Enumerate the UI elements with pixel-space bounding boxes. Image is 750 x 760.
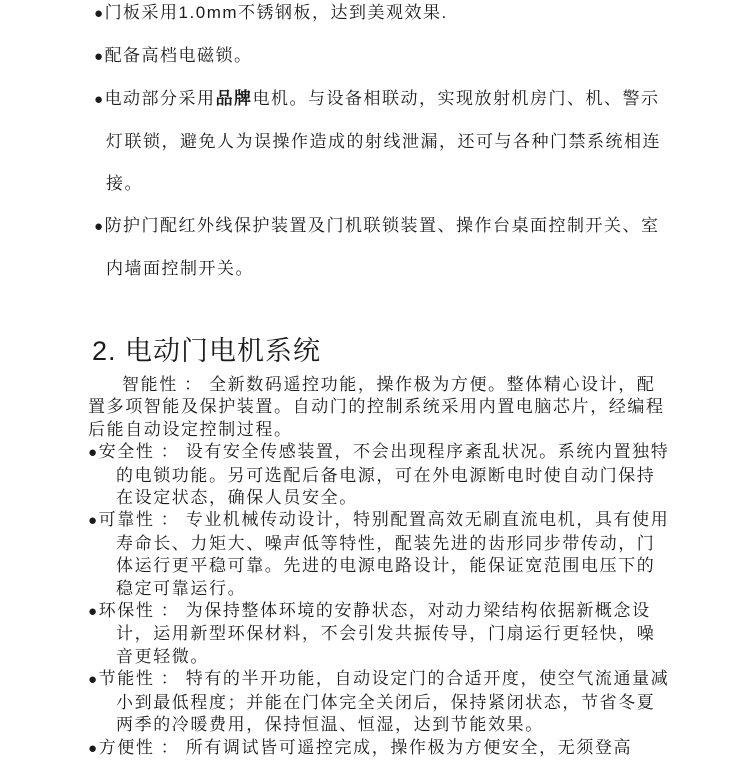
brand-bold-text: 品牌 <box>215 89 253 108</box>
bullet-icon: ● <box>94 218 105 235</box>
bullet-icon: ● <box>88 671 99 689</box>
bullet-item <box>88 600 670 668</box>
bullet-text: 配备高档电磁锁。 <box>104 46 253 65</box>
bullet-item <box>94 78 666 205</box>
bullet-text: 方便性 ： 所有调试皆可遥控完成，操作极为方便安全，无须登高 <box>98 737 633 757</box>
bullet-icon: ● <box>94 5 105 22</box>
bullet-icon: ● <box>88 603 99 621</box>
bullet-icon: ● <box>88 739 99 757</box>
bullet-text: 电动部分采用 <box>104 89 216 108</box>
bullet-text: 安全性 ： 设有安全传感装置，不会出现程序紊乱状况。系统内置独特的电锁功能。另可选配后备电源，可在外电源断电时使自动门保持在设定状态，确保人员安全。 <box>98 442 670 508</box>
bullet-text: 防护门配红外线保护装置及门机联锁装置、操作台桌面控制开关、室内墙面控制开关。 <box>104 216 660 278</box>
bullet-text: 门板采用1.0mm不锈钢板，达到美观效果. <box>104 3 448 22</box>
bullet-text: 电机。与设备相联动，实现放射机房门、机、警示灯联锁，避免人为误操作造成的射线泄漏，还可与各种门禁系统相连接。 <box>106 89 661 193</box>
bullet-item <box>94 35 666 78</box>
bullet-item <box>88 737 670 760</box>
bullet-icon: ● <box>88 444 99 462</box>
bullet-item <box>88 441 670 509</box>
bullet-text: 可靠性 ： 专业机械传动设计，特别配置高效无刷直流电机，具有使用寿命长、力矩大、噪声低等特性，配装先进的齿形同步带传动，门体运行更平稳可靠。先进的电源电路设计，能保证宽范围电压下的稳定可靠运行。 <box>98 510 670 598</box>
bullet-text: 节能性 ： 特有的半开功能，自动设定门的合适开度，使空气流通量减小到最低程度；并能在门体完全关闭后，保持紧闭状态，节省冬夏两季的冷暖费用，保持恒温、恒湿，达到节能效果。 <box>98 669 670 735</box>
bullet-icon: ● <box>94 91 105 108</box>
intro-paragraph: 智能性 ： 全新数码遥控功能，操作极为方便。整体精心设计，配置多项智能及保护装置。自动门的控制系统采用内置电脑芯片，经编程后能自动设定控制过程。 <box>88 375 665 439</box>
bullet-item <box>88 668 670 736</box>
motor-section <box>88 374 670 760</box>
bullet-item <box>94 205 666 290</box>
features-section <box>94 0 666 290</box>
bullet-icon: ● <box>88 512 99 530</box>
section-heading: 2. 电动门电机系统 <box>92 336 322 366</box>
bullet-text: 环保性 ： 为保持整体环境的安静状态，对动力梁结构依据新概念设计，运用新型环保材料，不会引发共振传导，门扇运行更轻快，噪音更轻微。 <box>98 601 656 666</box>
bullet-item <box>88 509 670 600</box>
bullet-icon: ● <box>94 48 105 65</box>
bullet-item <box>94 0 666 35</box>
